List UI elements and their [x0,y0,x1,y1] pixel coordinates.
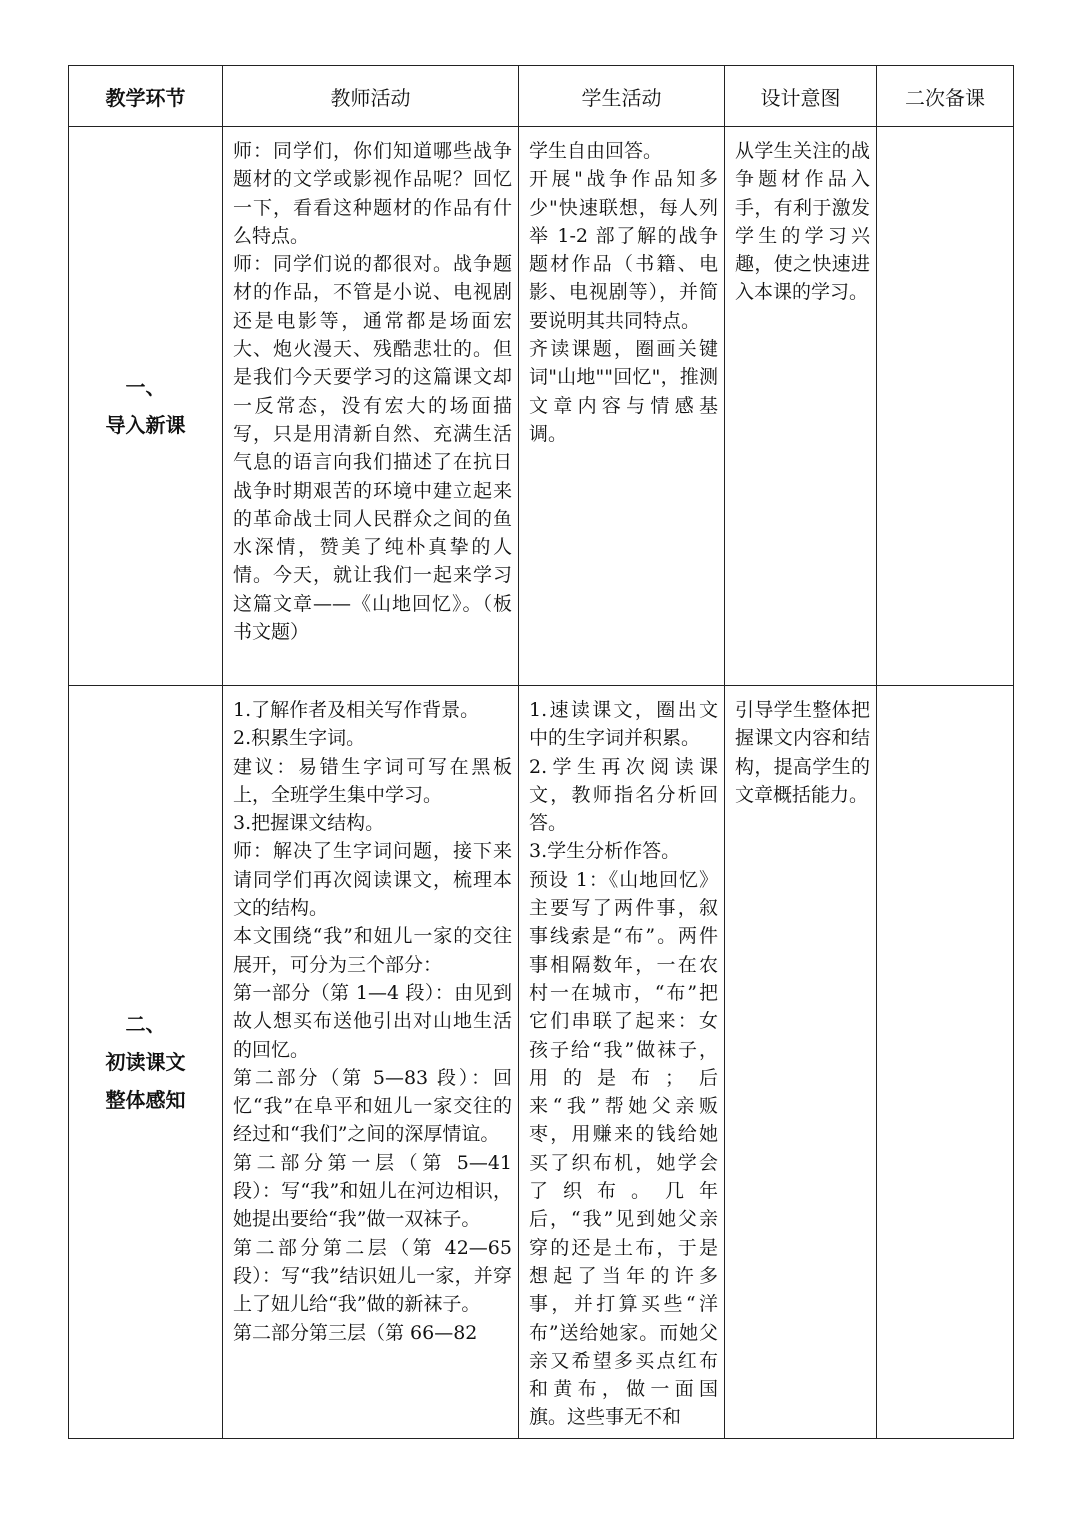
header-design-intent: 设计意图 [725,66,877,127]
design-intent-cell [725,127,877,686]
student-paragraph: 3.学生分析作答。 [529,840,681,863]
teacher-paragraph: 第一部分（第 1—4 段）：由见到故人想买布送他引出对山地生活的回忆。 [233,981,512,1061]
stage-cell [69,127,223,686]
table-row [69,127,1014,686]
teacher-paragraph: 本文围绕“我”和妞儿一家的交往展开，可分为三个部分： [233,925,512,976]
stage-subtitle: 整体感知 [105,1088,186,1112]
stage-number: 二、 [125,1012,166,1036]
teacher-paragraph: 师：同学们说的都很对。战争题材的作品，不管是小说、电视剧还是电影等，通常都是场面宏大、炮火漫天、残酷悲壮的。但是我们今天要学习的这篇课文却一反常态，没有宏大的场面描写，只是用清新自然、充满生活气息的语言向我们描述了在抗日战争时期艰苦的环境中建立起来的革命战士同人民群众之间的鱼水深情，赞美了纯朴真挚的人情。今天，就让我们一起来学习这篇文章——《山地回忆》。（板书文题） [233,253,512,644]
teacher-paragraph: 第二部分（第 5—83 段）：回忆“我”在阜平和妞儿一家交往的经过和“我们”之间的深厚情谊。 [233,1066,512,1146]
student-paragraph: 2.学生再次阅读课文，教师指名分析回答。 [529,755,718,835]
student-paragraph: 齐读课题，圈画关键词"山地""回忆"，推测文章内容与情感基调。 [529,338,718,445]
student-paragraph: 1.速读课文，圈出文中的生字词并积累。 [529,699,718,750]
teacher-paragraph: 1.了解作者及相关写作背景。 [233,699,480,721]
teacher-paragraph: 2.积累生字词。 [233,727,366,750]
design-intent-cell [725,686,877,1439]
intent-paragraph: 从学生关注的战争题材作品入手，有利于激发学生的学习兴趣，使之快速进入本课的学习。 [735,140,870,304]
second-prep-cell [877,686,1014,1439]
student-paragraph: 开展"战争作品知多少"快速联想，每人列举 1-2 部了解的战争题材作品（书籍、电影、电视剧等），并简要说明其共同特点。 [529,168,718,332]
teacher-paragraph: 第二部分第三层（第 66—82 [233,1321,478,1344]
student-activity-cell [519,127,725,686]
teacher-paragraph: 3.把握课文结构。 [233,812,385,835]
header-teacher-activity: 教师活动 [223,66,519,127]
teacher-paragraph: 第二部分第二层（第 42—65 段）：写“我”结识妞儿一家，并穿上了妞儿给“我”做的新袜子。 [233,1236,512,1316]
student-paragraph: 预设 1：《山地回忆》主要写了两件事，叙事线索是“布”。两件事相隔数年，一在农村一在城市，“布”把它们串联了起来：女孩子给“我”做袜子，用的是布；后来“我”帮她父亲贩枣，用赚来的钱给她买了织布机，她学会了织布。几年后，“我”见到她父亲穿的还是土布，于是想起了当年的许多事，并打算买些“洋布”送给她家。而她父亲又希望多买点红布和黄布，做一面国旗。这些事无不和 [529,868,718,1429]
student-activity-cell [519,686,725,1439]
stage-title: 初读课文 [105,1050,186,1074]
stage-title: 导入新课 [105,413,186,437]
teacher-paragraph: 第二部分第一层（第 5—41 段）：写“我”和妞儿在河边相识，她提出要给“我”做一双袜子。 [233,1151,512,1231]
second-prep-cell [877,127,1014,686]
table-row [69,686,1014,1439]
header-student-activity: 学生活动 [519,66,725,127]
lesson-plan-table [68,65,1014,1439]
teacher-paragraph: 师：解决了生字词问题，接下来请同学们再次阅读课文，梳理本文的结构。 [233,840,512,920]
teacher-paragraph: 建议：易错生字词可写在黑板上，全班学生集中学习。 [233,755,512,806]
stage-number: 一、 [125,375,166,399]
intent-paragraph: 引导学生整体把握课文内容和结构，提高学生的文章概括能力。 [735,699,870,806]
header-teaching-stage: 教学环节 [69,66,223,127]
teacher-activity-cell [223,686,519,1439]
teacher-activity-cell [223,127,519,686]
header-second-prep: 二次备课 [877,66,1014,127]
teacher-paragraph: 师：同学们，你们知道哪些战争题材的文学或影视作品呢？回忆一下，看看这种题材的作品有什么特点。 [233,140,512,247]
header-row [69,66,1014,127]
student-paragraph: 学生自由回答。 [529,140,663,162]
stage-cell [69,686,223,1439]
